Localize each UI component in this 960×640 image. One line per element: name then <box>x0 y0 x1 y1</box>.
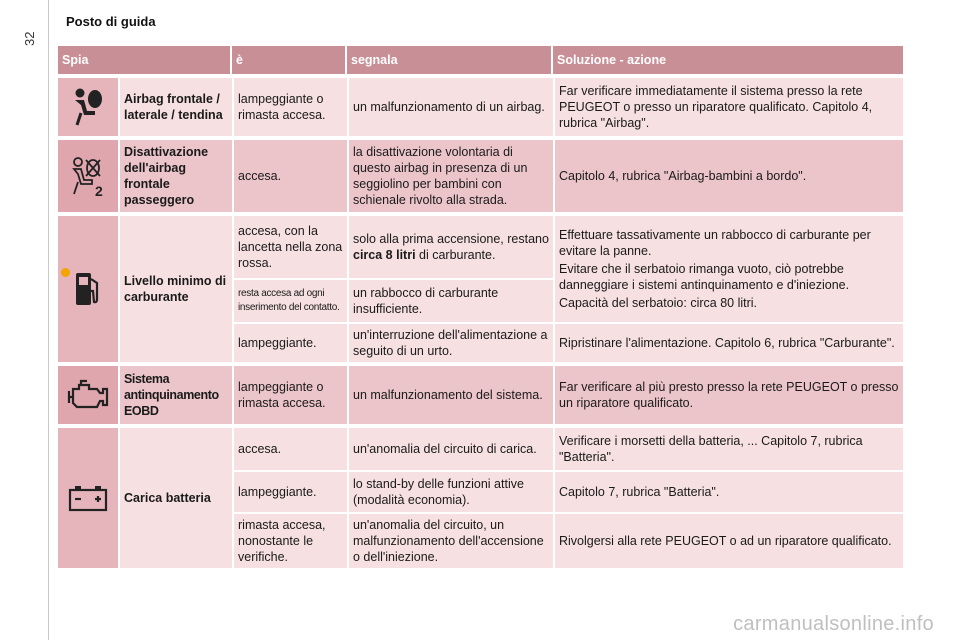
passenger-airbag-off-icon <box>58 140 118 212</box>
light-name: Disattivazione dell'airbag frontale passeggero <box>118 140 232 212</box>
light-solution: Ripristinare l'alimentazione. Capitolo 6, rubrica "Carburante". <box>553 322 903 362</box>
meaning-text: di carburante. <box>415 248 496 262</box>
light-state: lampeggiante o rimasta accesa. <box>232 78 347 136</box>
light-name: Livello minimo di carburante <box>118 216 232 362</box>
light-solution: Capitolo 4, rubrica "Airbag-bambini a bordo". <box>553 140 903 212</box>
solution-paragraph: Capacità del serbatoio: circa 80 litri. <box>559 296 758 310</box>
engine-icon <box>58 366 118 424</box>
light-solution: Capitolo 7, rubrica "Batteria". <box>553 470 903 512</box>
light-state: lampeggiante. <box>232 470 347 512</box>
table-row <box>58 428 903 470</box>
light-meaning: un malfunzionamento del sistema. <box>347 366 553 424</box>
meaning-bold-text: circa 8 litri <box>353 248 416 262</box>
light-solution: Rivolgersi alla rete PEUGEOT o ad un riparatore qualificato. <box>553 512 903 568</box>
light-state: lampeggiante o rimasta accesa. <box>232 366 347 424</box>
meaning-text: solo alla prima accensione, restano <box>353 232 549 246</box>
col-header-segnala: segnala <box>347 46 553 74</box>
table-row <box>58 140 903 212</box>
table-row <box>58 216 903 278</box>
light-meaning: un rabbocco di carburante insufficiente. <box>347 278 553 322</box>
light-state: accesa. <box>232 428 347 470</box>
light-meaning: lo stand-by delle funzioni attive (modalità economia). <box>347 470 553 512</box>
watermark: carmanualsonline.info <box>733 613 934 635</box>
col-header-spia: Spia <box>58 46 232 74</box>
light-meaning: un'anomalia del circuito di carica. <box>347 428 553 470</box>
solution-paragraph: Evitare che il serbatoio rimanga vuoto, ciò potrebbe danneggiare i sistemi antinquinamento e d'iniezione. <box>559 262 850 292</box>
page-number-text: 32 <box>22 31 37 46</box>
solution-paragraph: Effettuare tassativamente un rabbocco di carburante per evitare la panne. <box>559 228 871 258</box>
light-state: rimasta accesa, nonostante le verifiche. <box>232 512 347 568</box>
page-number <box>22 32 37 46</box>
airbag-person-icon <box>58 78 118 136</box>
light-meaning <box>347 216 553 278</box>
light-solution: Verificare i morsetti della batteria, ... Capitolo 7, rubrica "Batteria". <box>553 428 903 470</box>
light-state: accesa. <box>232 140 347 212</box>
light-solution <box>553 216 903 322</box>
light-name: Sistema antinquinamento EOBD <box>118 366 232 424</box>
light-meaning: la disattivazione volontaria di questo airbag in presenza di un seggiolino per bambini con schienale rivolto alla strada. <box>347 140 553 212</box>
margin-line <box>48 0 49 640</box>
battery-icon <box>58 428 118 568</box>
light-meaning: un'interruzione dell'alimentazione a seguito di un urto. <box>347 322 553 362</box>
col-header-stato: è <box>232 46 347 74</box>
fuel-pump-icon <box>58 216 118 362</box>
light-state: accesa, con la lancetta nella zona rossa. <box>232 216 347 278</box>
light-name: Carica batteria <box>118 428 232 568</box>
warning-lights-table <box>58 46 903 568</box>
light-name: Airbag frontale / laterale / tendina <box>118 78 232 136</box>
table-row <box>58 366 903 424</box>
light-solution: Far verificare immediatamente il sistema presso la rete PEUGEOT o presso un riparatore qualificato. Capitolo 4, rubrica "Airbag". <box>553 78 903 136</box>
svg-text:2: 2 <box>95 183 103 198</box>
light-state: lampeggiante. <box>232 322 347 362</box>
light-state: resta accesa ad ogni inserimento del contatto. <box>232 278 347 322</box>
light-meaning: un'anomalia del circuito, un malfunzionamento dell'accensione o dell'iniezione. <box>347 512 553 568</box>
warning-indicator-dot <box>61 268 70 277</box>
table-row <box>58 78 903 136</box>
page-header-title: Posto di guida <box>66 14 156 29</box>
light-solution: Far verificare al più presto presso la rete PEUGEOT o presso un riparatore qualificato. <box>553 366 903 424</box>
light-meaning: un malfunzionamento di un airbag. <box>347 78 553 136</box>
table-header-row <box>58 46 903 74</box>
col-header-soluzione: Soluzione - azione <box>553 46 903 74</box>
